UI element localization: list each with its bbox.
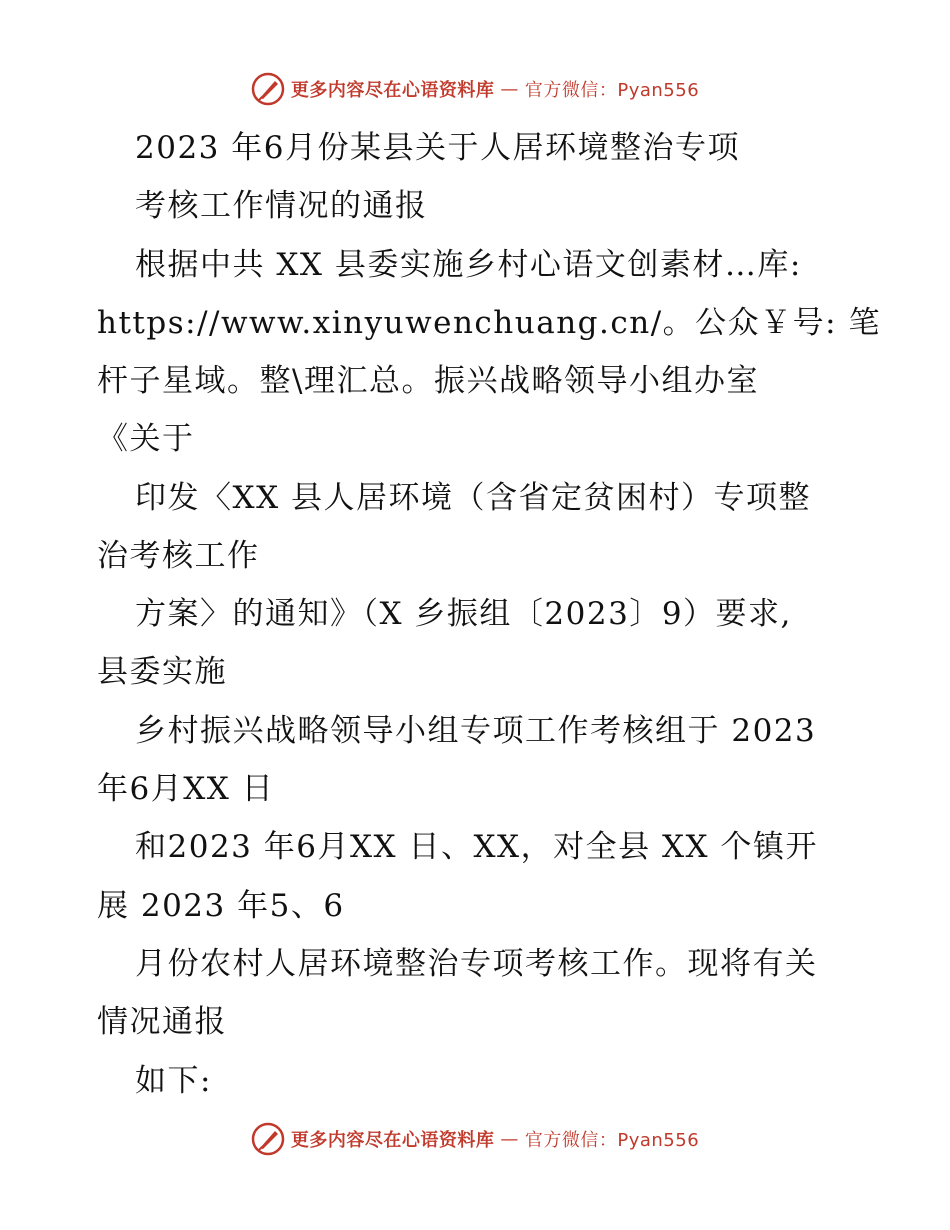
- doc-text-line: 和2023 年6月XX 日、XX，对全县 XX 个镇开: [135, 829, 818, 865]
- doc-text-line: 根据中共 XX 县委实施乡村心语文创素材…库:: [135, 247, 802, 283]
- doc-text-line: 《关于: [97, 421, 195, 457]
- doc-text-line: 杆子星域。整\理汇总。振兴战略领导小组办室: [97, 363, 759, 399]
- doc-text-line: 县委实施: [97, 654, 227, 690]
- doc-text-line: 展 2023 年5、6: [97, 888, 345, 924]
- doc-title-line-2: 考核工作情况的通报: [135, 188, 428, 224]
- doc-text-line: 年6月XX 日: [97, 771, 275, 807]
- watermark-separator: —: [500, 1128, 519, 1150]
- footer-watermark-banner: [0, 1122, 950, 1156]
- doc-text-line: https://www.xinyuwenchuang.cn/。公众￥号: 笔: [97, 305, 881, 341]
- quill-pen-logo-icon: [251, 1122, 285, 1156]
- doc-text-line: 如下:: [135, 1063, 212, 1099]
- watermark-wechat-text: 官方微信：Pyan556: [524, 80, 700, 101]
- watermark-wechat-text: 官方微信：Pyan556: [524, 1130, 700, 1151]
- doc-title-line-1: 2023 年6月份某县关于人居环境整治专项: [135, 130, 740, 166]
- watermark-main-text: 更多内容尽在心语资料库: [290, 80, 495, 101]
- doc-text-line: 情况通报: [97, 1004, 227, 1040]
- watermark-separator: —: [500, 78, 519, 100]
- watermark-main-text: 更多内容尽在心语资料库: [290, 1130, 495, 1151]
- doc-text-line: 治考核工作: [97, 538, 260, 574]
- header-watermark-banner: [0, 72, 950, 106]
- doc-text-line: 月份农村人居环境整治专项考核工作。现将有关: [135, 946, 818, 982]
- doc-text-line: 方案〉的通知》（X 乡振组〔2023〕9）要求,: [135, 596, 792, 632]
- doc-text-line: 印发〈XX 县人居环境（含省定贫困村）专项整: [135, 480, 811, 516]
- quill-pen-logo-icon: [251, 72, 285, 106]
- doc-text-line: 乡村振兴战略领导小组专项工作考核组于 2023: [135, 713, 817, 749]
